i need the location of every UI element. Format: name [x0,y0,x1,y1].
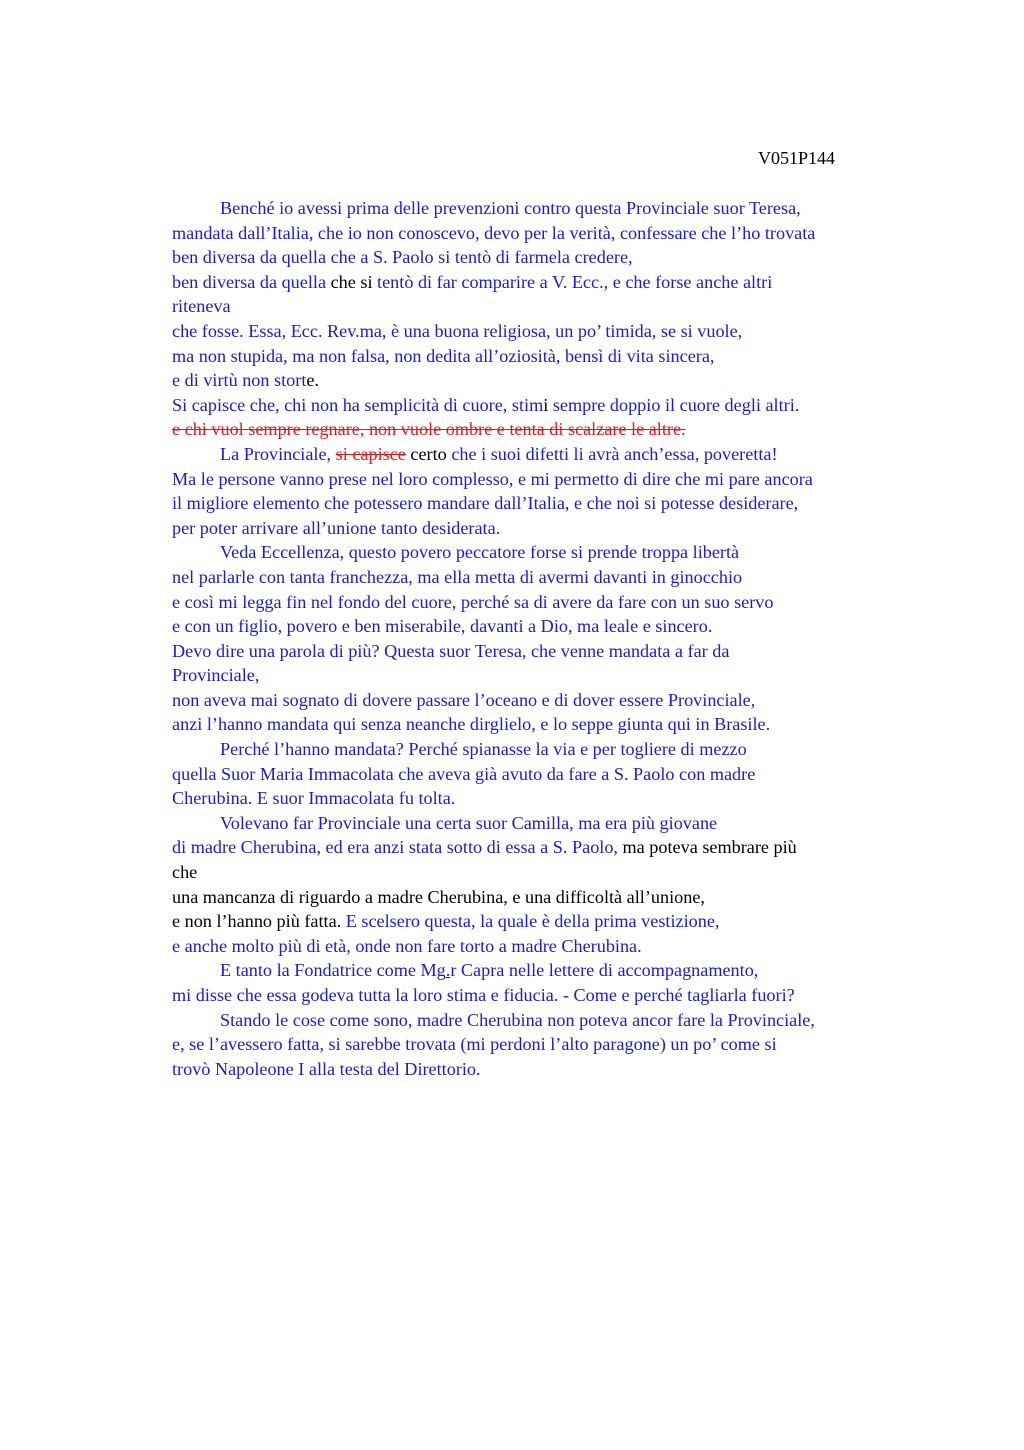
text-segment: Cherubina. E suor Immacolata fu tolta. [172,788,456,809]
text-segment: ma non stupida, ma non falsa, non dedita all’oziosità, bensì di vita sincera, [172,345,715,366]
text-segment: Stando le cose come sono, madre Cherubina non poteva ancor fare la Provinciale, [220,1009,815,1030]
text-segment: una mancanza di riguardo a madre Cherubina, e una difficoltà all’unione, [172,886,705,907]
text-segment: ben diversa da quella che a S. Paolo si tentò di farmela credere, [172,247,633,268]
text-segment: per poter arrivare all’unione tanto desiderata. [172,517,501,538]
text-segment: tentò di far comparire a V. Ecc., e che forse anche altri [377,271,773,292]
text-segment: i [543,394,549,415]
strikethrough-text: si capisce [335,443,406,464]
text-segment: e così mi legga fin nel fondo del cuore, perché sa di avere da fare con un suo servo [172,591,774,612]
text-line [172,294,932,319]
text-line [172,196,932,221]
text-segment: e. [306,370,319,391]
text-segment: Benché io avessi prima delle prevenzioni contro questa Provinciale suor Teresa, [220,198,801,218]
text-line [172,417,932,442]
text-segment: che si [330,271,378,292]
text-segment: La Provinciale, [220,443,336,464]
text-line [172,1008,932,1033]
text-line [172,565,932,590]
strikethrough-text: e chi vuol sempre regnare, non vuole ombre e tenta di scalzare le altre. [172,419,686,440]
text-segment: certo [405,443,452,464]
text-line [172,958,932,983]
text-segment: . [445,960,451,981]
text-line [172,516,932,541]
text-line [172,491,932,516]
text-line [172,590,932,615]
text-segment: Perché l’hanno mandata? Perché spianasse la via e per togliere di mezzo [220,739,747,760]
text-line [172,245,932,270]
text-line [172,344,932,369]
text-segment: non aveva mai sognato di dovere passare l’oceano e di dover essere Provinciale, [172,689,756,710]
text-segment: quella Suor Maria Immacolata che aveva già avuto da fare a S. Paolo con madre [172,763,756,784]
text-line [172,786,932,811]
text-segment: il migliore elemento che potessero mandare dall’Italia, e che noi si potesse desiderare, [172,493,799,514]
text-segment: Devo dire una parola di più? Questa suor Teresa, che venne mandata a far da [172,640,730,661]
text-line [172,712,932,737]
text-segment: e non l’hanno più fatta. [172,911,342,932]
text-segment: anzi l’hanno mandata qui senza neanche dirglielo, e lo seppe giunta qui in Brasile. [172,714,771,735]
text-segment: Provinciale, [172,665,260,686]
text-segment: trovò Napoleone I alla testa del Direttorio. [172,1058,481,1079]
text-segment: che fosse. Essa, Ecc. Rev.ma, è una buona religiosa, un po’ timida, se si vuole, [172,320,743,341]
text-line [172,270,932,295]
text-line [172,983,932,1008]
text-line [172,1032,932,1057]
text-segment: Ma le persone vanno prese nel loro complesso, e mi permetto di dire che mi pare ancora [172,468,813,489]
text-line [172,811,932,836]
text-line [172,688,932,713]
text-segment: Volevano far Provinciale una certa suor Camilla, ma era più giovane [220,812,718,833]
text-line [172,885,932,910]
text-segment: e con un figlio, povero e ben miserabile, davanti a Dio, ma leale e sincero. [172,616,713,637]
text-line [172,860,932,885]
text-segment: che [172,862,198,883]
text-line [172,909,932,934]
text-segment: di madre Cherubina, ed era anzi stata sotto di essa a S. Paolo, [172,837,618,858]
text-segment: r Capra nelle lettere di accompagnamento, [450,960,759,981]
page-identifier: V051P144 [758,148,836,168]
text-line [172,467,932,492]
text-line [172,221,932,246]
text-line [172,737,932,762]
text-segment: E tanto la Fondatrice come Mg [220,960,446,981]
text-line [172,1057,932,1082]
text-line [172,540,932,565]
text-segment: e, se l’avessero fatta, si sarebbe trovata (mi perdoni l’alto paragone) un po’ come si [172,1034,777,1055]
text-segment: mi disse che essa godeva tutta la loro stima e fiducia. - Come e perché tagliarla fuori? [172,985,795,1005]
text-line [172,639,932,664]
letter-body [172,196,932,1081]
text-line [172,663,932,688]
text-segment: ben diversa da quella [172,271,331,292]
text-segment: che i suoi difetti li avrà anch’essa, poveretta! [451,443,778,464]
text-line [172,319,932,344]
text-line [172,762,932,787]
text-line [172,835,932,860]
text-segment: mandata dall’Italia, che io non conoscevo, devo per la verità, confessare che l’ho trovata [172,222,816,243]
text-segment: ma poteva sembrare più [617,837,797,858]
text-segment: sempre doppio il cuore degli altri. [548,394,800,415]
text-segment: e di virtù non stort [172,370,307,391]
text-segment: e anche molto più di età, onde non fare torto a madre Cherubina. [172,935,642,956]
text-segment: riteneva [172,296,231,317]
text-line [172,934,932,959]
text-line [172,614,932,639]
text-segment: Si capisce che, chi non ha semplicità di cuore, stim [172,394,544,415]
text-line [172,368,932,393]
text-line [172,442,932,467]
text-segment: Veda Eccellenza, questo povero peccatore forse si prende troppa libertà [220,542,740,563]
text-segment: E scelsero questa, la quale è della prima vestizione, [341,911,720,932]
text-line [172,393,932,418]
text-segment: nel parlarle con tanta franchezza, ma ella metta di avermi davanti in ginocchio [172,566,743,587]
